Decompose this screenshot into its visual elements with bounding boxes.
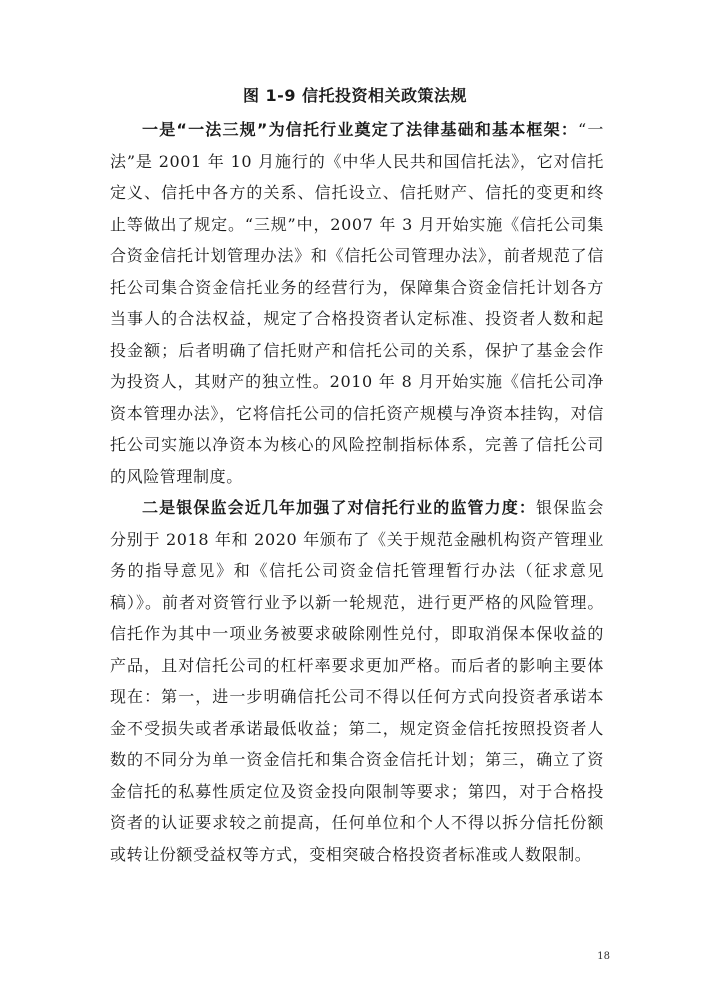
paragraph-lead: 一是“一法三规”为信托行业奠定了法律基础和基本框架： [142, 120, 579, 139]
paragraph-text: “一法”是 2001 年 10 月施行的《中华人民共和国信托法》，它对信托定义、信托中各方的关系、信托设立、信托财产、信托的变更和终止等做出了规定。“三规”中，2007 年 3 月开始实施《信托公司集合资金信托计划管理办法》和《信托公司管理办法》，前者规范了信托公司集合资金信托业务的经营行为，保障集合资金信托计划各方当事人的合法权益，规定了合格投资者认定标准、投资者人数和起投金额；后者明确了信托财产和信托公司的关系，保护了基金会作为投资人，其财产的独立性。2010 年 8 月开始实施《信托公司净资本管理办法》，它将信托公司的信托资产规模与净资本挂钩，对信托公司实施以净资本为核心的风险控制指标体系，完善了信托公司的风险管理制度。 [110, 120, 604, 486]
figure-title: 图 1-9 信托投资相关政策法规 [242, 86, 468, 105]
body-text [110, 114, 604, 870]
paragraph-legal-framework [110, 114, 604, 492]
page-number: 18 [597, 951, 610, 962]
paragraph-regulation [110, 492, 604, 870]
paragraph-lead: 二是银保监会近几年加强了对信托行业的监管力度： [142, 498, 536, 517]
paragraph-text: 银保监会分别于 2018 年和 2020 年颁布了《关于规范金融机构资产管理业务的指导意见》和《信托公司资金信托管理暂行办法（征求意见稿）》。前者对资管行业予以新一轮规范，进行更严格的风险管理。信托作为其中一项业务被要求破除刚性兑付，即取消保本保收益的产品，且对信托公司的杠杆率要求更加严格。而后者的影响主要体现在：第一，进一步明确信托公司不得以任何方式向投资者承诺本金不受损失或者承诺最低收益；第二，规定资金信托按照投资者人数的不同分为单一资金信托和集合资金信托计划；第三，确立了资金信托的私募性质定位及资金投向限制等要求；第四，对于合格投资者的认证要求较之前提高，任何单位和个人不得以拆分信托份额或转让份额受益权等方式，变相突破合格投资者标准或人数限制。 [110, 498, 604, 864]
